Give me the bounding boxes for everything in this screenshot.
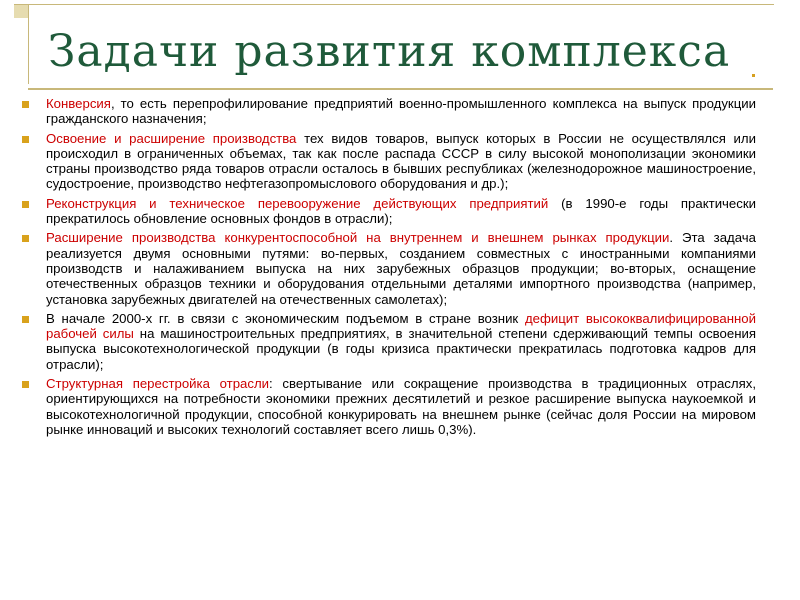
square-bullet-icon xyxy=(22,101,29,108)
bullet-list xyxy=(22,96,756,441)
list-item xyxy=(22,311,756,372)
list-item xyxy=(22,131,756,192)
item-highlight: Реконструкция и техническое перевооружение действующих предприятий xyxy=(46,195,549,211)
item-highlight: Расширение производства конкурентоспособной на внутреннем и внешнем рынках продукции xyxy=(46,230,670,246)
frame-top-line xyxy=(14,4,774,5)
corner-decoration xyxy=(14,4,28,18)
item-text-post: : свертывание или сокращение производства в традиционных отраслях, ориентирующихся на потребности экономики прежних десятилетий и резкое расширение выпуска наукоемкой и высокотехнологичной продукции, способной конкурировать на внешнем рынке (сейчас доля России на мировом рынке инноваций и высоких технологий составляет всего лишь 0,3%). xyxy=(46,376,756,437)
square-bullet-icon xyxy=(22,235,29,242)
square-bullet-icon xyxy=(22,316,29,323)
item-text-post: (в 1990-е годы практически прекратилось обновление основных фондов в отрасли); xyxy=(46,195,756,227)
item-highlight: Структурная перестройка отрасли xyxy=(46,376,270,392)
list-item xyxy=(22,196,756,227)
square-bullet-icon xyxy=(22,381,29,388)
title-underline xyxy=(28,88,773,90)
title-dot-decoration xyxy=(752,74,755,77)
item-highlight: Конверсия xyxy=(46,96,111,111)
square-bullet-icon xyxy=(22,201,29,208)
item-text-post: . Эта задача реализуется двумя основными путями: во-первых, созданием совместных с иностранными компаниями производств и налаживанием выпуска на них зарубежных образцов продукции; во-вторых, оснащение отечественных образцов техники и оборудования отдельными деталями импортного производства (например, установка зарубежных двигателей на отечественных самолетах); xyxy=(46,230,756,307)
list-item xyxy=(22,96,756,127)
slide-title: Задачи развития комплекса xyxy=(48,26,731,77)
list-item xyxy=(22,376,756,437)
list-item xyxy=(22,230,756,306)
frame-left-line xyxy=(28,4,29,84)
item-highlight: Освоение и расширение производства xyxy=(46,130,297,146)
square-bullet-icon xyxy=(22,136,29,143)
item-highlight: дефицит высококвалифицированной рабочей силы xyxy=(46,310,756,342)
item-text-pre: В начале 2000-х гг. в связи с экономическим подъемом в стране возник xyxy=(46,310,525,326)
item-text-post: , то есть перепрофилирование предприятий военно-промышленного комплекса на выпуск продукции гражданского назначения; xyxy=(46,96,756,127)
item-text-post: тех видов товаров, выпуск которых в России не осуществлялся или происходил в ограниченных объемах, так как после распада СССР в силу высокой монополизации экономики страны производство ряда товаров отрасли осталось в бывших республиках (железнодорожное машиностроение, судостроение, производство нефтегазопромыслового оборудования и др.); xyxy=(46,130,756,192)
item-text-post: на машиностроительных предприятиях, в значительной степени сдерживающий темпы освоения выпуска высокотехнологической продукции (в годы кризиса практически прекратилась подготовка кадров для отрасли); xyxy=(46,326,756,372)
